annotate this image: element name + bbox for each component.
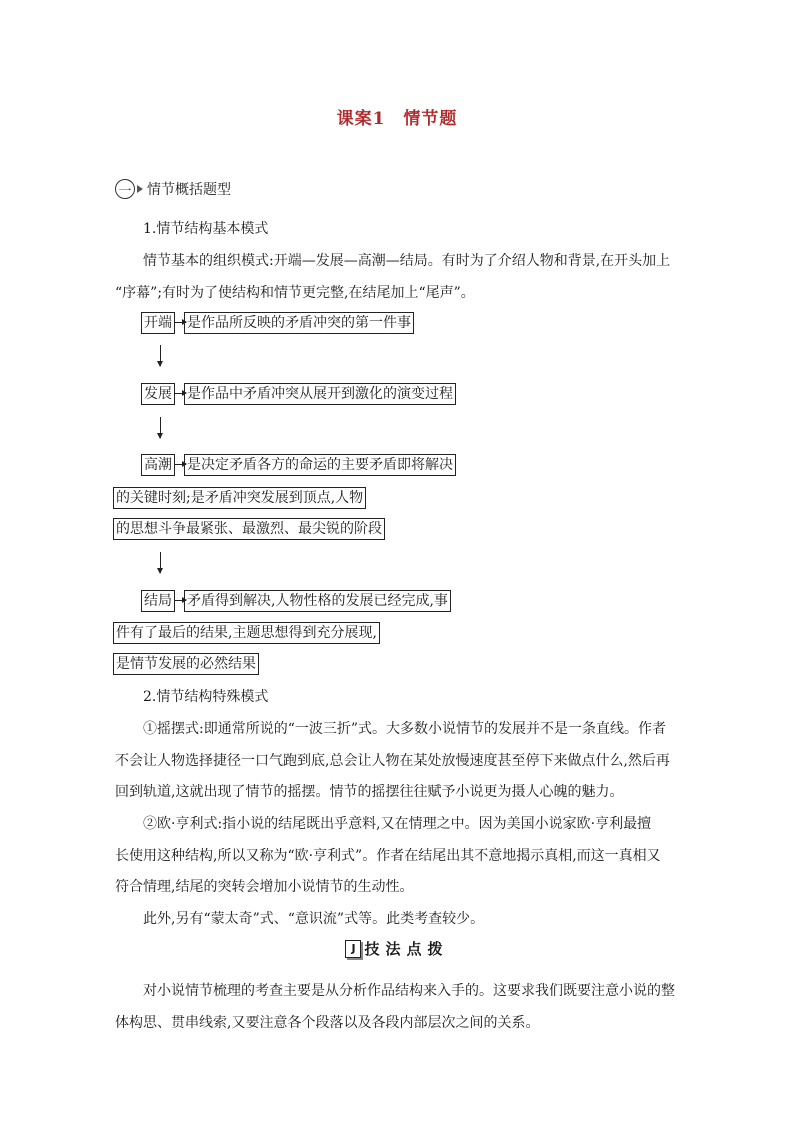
stage-jieju-desc: 件有了最后的结果,主题思想得到充分展现, — [113, 622, 380, 644]
paragraph-line: 此外,另有“蒙太奇”式、“意识流”式等。此类考查较少。 — [143, 911, 485, 927]
arrow-down-icon — [160, 417, 161, 438]
page-title: 课案1 情节题 — [336, 109, 458, 129]
tips-label: 技法点拨 — [364, 940, 449, 958]
subheading-1: 1.情节结构基本模式 — [143, 221, 269, 237]
paragraph-line: ①摇摆式:即通常所说的“一波三折”式。大多数小说情节的发展并不是一条直线。作者 — [143, 721, 667, 737]
paragraph-line: 符合情理,结尾的突转会增加小说情节的生动性。 — [115, 879, 414, 895]
section-heading — [115, 177, 231, 201]
paragraph-line: 体构思、贯串线索,又要注意各个段落以及各段内部层次之间的关系。 — [115, 1015, 540, 1031]
paragraph-line: ②欧·亨利式:指小说的结尾既出乎意料,又在情理之中。因为美国小说家欧·亨利最擅 — [143, 816, 652, 832]
paragraph-line: 长使用这种结构,所以又称为“欧·亨利式”。作者在结尾出其不意地揭示真相,而这一真相又 — [115, 848, 661, 864]
paragraph-line: 回到轨道,这就出现了情节的摇摆。情节的摇摆往往赋予小说更为摄人心魄的魅力。 — [115, 784, 624, 800]
arrow-down-icon — [160, 345, 161, 366]
stage-gaochao-desc: 是决定矛盾各方的命运的主要矛盾即将解决 — [184, 454, 456, 476]
triangle-icon — [137, 185, 143, 193]
stage-jieju: 结局 — [141, 590, 175, 612]
subheading-2: 2.情节结构特殊模式 — [143, 689, 269, 705]
paragraph-line: 情节基本的组织模式:开端—发展—高潮—结局。有时为了介绍人物和背景,在开头加上 — [143, 253, 671, 269]
stage-gaochao-desc: 的关键时刻;是矛盾冲突发展到顶点,人物 — [113, 487, 366, 509]
stage-gaochao: 高潮 — [141, 454, 175, 476]
section-label: 情节概括题型 — [147, 182, 231, 198]
paragraph-line: 对小说情节梳理的考查主要是从分析作品结构来入手的。这要求我们既要注意小说的整 — [143, 983, 675, 999]
stage-gaochao-desc: 的思想斗争最紧张、最激烈、最尖锐的阶段 — [113, 518, 385, 540]
stage-jieju-desc: 是情节发展的必然结果 — [113, 653, 259, 675]
paragraph-line: “序幕”;有时为了使结构和情节更完整,在结尾加上“尾声”。 — [115, 285, 475, 301]
stage-fazhan: 发展 — [141, 383, 175, 405]
section-number-badge: 一 — [115, 179, 135, 199]
paragraph-line: 不会让人物选择捷径一口气跑到底,总会让人物在某处放慢速度甚至停下来做点什么,然后再 — [115, 753, 670, 769]
tips-badge: J — [345, 940, 361, 958]
stage-jieju-desc: 矛盾得到解决,人物性格的发展已经完成,事 — [184, 590, 451, 612]
stage-kaiduan: 开端 — [141, 312, 175, 334]
arrow-down-icon — [160, 552, 161, 573]
tips-heading — [0, 938, 794, 959]
stage-kaiduan-desc: 是作品所反映的矛盾冲突的第一件事 — [184, 312, 414, 334]
stage-fazhan-desc: 是作品中矛盾冲突从展开到激化的演变过程 — [184, 383, 456, 405]
